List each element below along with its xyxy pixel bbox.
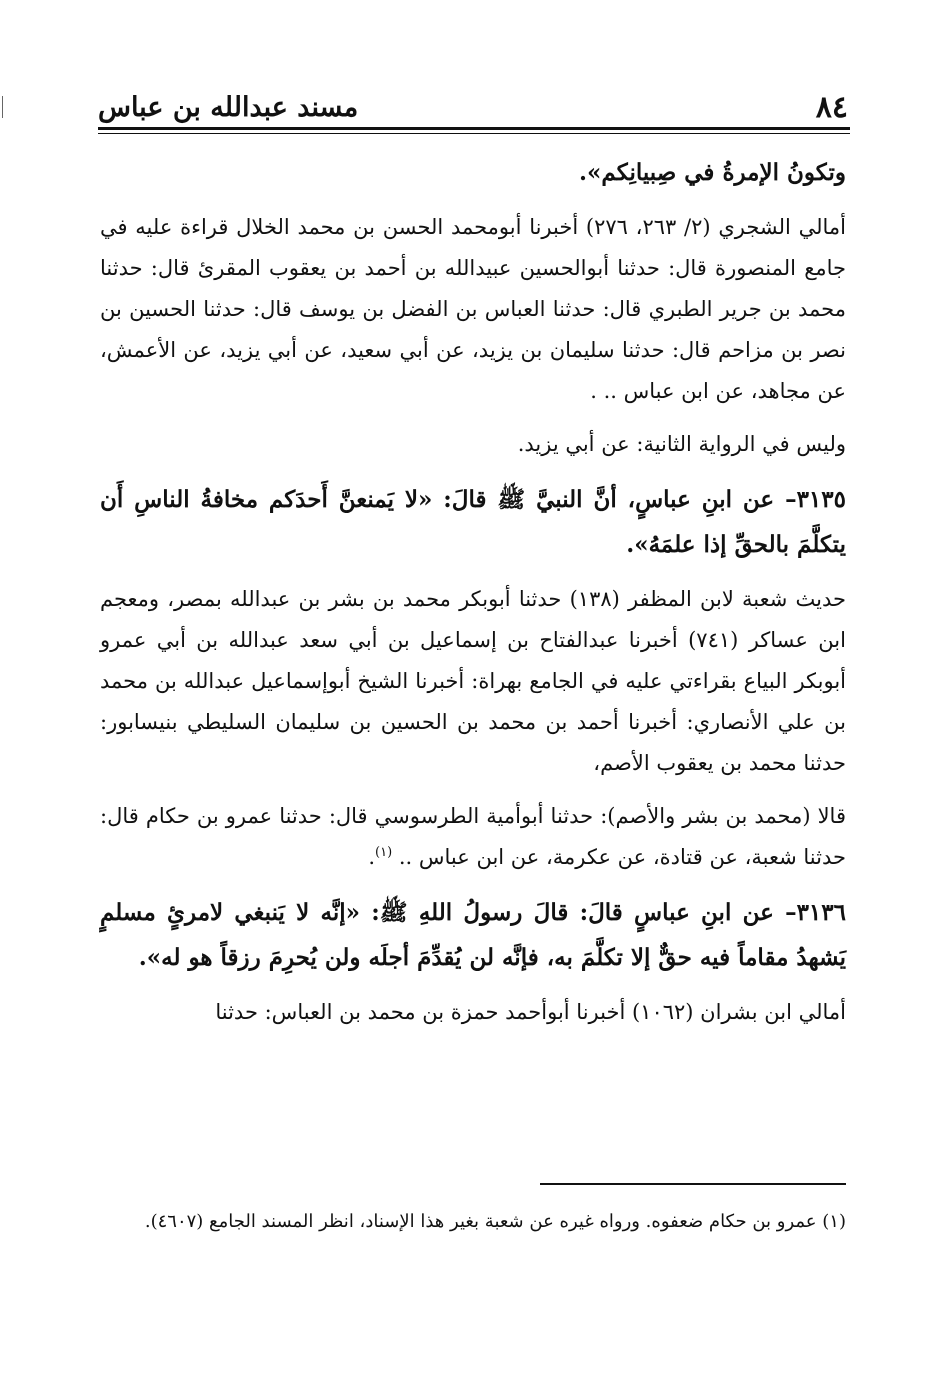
source-paragraph: أمالي الشجري (٢/ ٢٦٣، ٢٧٦) أخبرنا أبومحمد الحسن بن محمد الخلال قراءة عليه في جامع المنصورة قال: حدثنا أبوالحسين عبيدالله بن أحمد بن يعقوب المقرئ قال: حدثنا محمد بن جرير الطبري قال: حدثنا العباس بن الفضل بن يوسف قال: حدثنا الحسين بن نصر بن مزاحم قال: حدثنا سليمان بن يزيد، عن أبي سعيد، عن أبي يزيد، عن الأعمش، عن مجاهد، عن ابن عباس .. . [100, 215, 846, 403]
header-rule-thick [98, 127, 850, 130]
note-paragraph: وليس في الرواية الثانية: عن أبي يزيد. [517, 432, 846, 456]
hadith-3136-source: أمالي ابن بشران (١٠٦٢) أخبرنا أبوأحمد حمزة بن محمد بن العباس: حدثنا [215, 1000, 846, 1024]
page-body [100, 150, 846, 1045]
hadith-number: ٣١٣٦– [785, 899, 846, 926]
running-title: مسند عبدالله بن عباس [98, 92, 359, 123]
hadith-text: عن ابنِ عباسٍ، أنَّ النبيَّ ﷺ قالَ: «لا يَمنعنَّ أَحدَكم مخافةُ الناسِ أَن يتكلَّمَ بالحقِّ إذا علمَهُ». [100, 486, 846, 558]
page-number: ٨٤ [815, 90, 848, 125]
source-end: . [368, 845, 376, 869]
source-text: قالا (محمد بن بشر والأصم): حدثنا أبوأمية الطرسوسي قال: حدثنا عمرو بن حكام قال: حدثنا شعبة، عن قتادة، عن عكرمة، عن ابن عباس .. [100, 804, 846, 869]
hadith-number: ٣١٣٥– [785, 486, 846, 513]
hadith-3135-source-2 [100, 796, 846, 878]
footnote-separator [540, 1183, 846, 1185]
hadith-3136 [100, 890, 846, 980]
scan-margin-mark [2, 96, 3, 118]
footnotes [100, 1203, 846, 1240]
hadith-text: عن ابنِ عباسٍ قالَ: قالَ رسولُ اللهِ ﷺ: «إنَّه لا يَنبغي لامرئٍ مسلمٍ يَشهدُ مقاماً فيه حقٌّ إلا تكلَّمَ به، فإنَّه لن يُقدِّمَ أجلَه ولن يُحرِمَ رزقاً هو له». [100, 899, 846, 971]
footnote-ref: (١) [375, 845, 393, 860]
hadith-3135-source-1: حديث شعبة لابن المظفر (١٣٨) حدثنا أبوبكر محمد بن بشر بن عبدالله بمصر، ومعجم ابن عساكر (٧٤١) أخبرنا عبدالفتاح بن إسماعيل بن أبي سعد عبدالله بن أبي عمرو أبوبكر البياع بقراءتي عليه في الجامع بهراة: أخبرنا الشيخ أبوإسماعيل عبدالله بن محمد بن علي الأنصاري: أخبرنا أحمد بن محمد بن الحسين بن سليمان السليطي بنيسابور: حدثنا محمد بن يعقوب الأصم، [100, 587, 847, 775]
header-rule-thin [98, 133, 850, 134]
hadith-3135 [100, 477, 846, 567]
quote-continuation: وتكونُ الإمرةُ في صِبيانِكم». [579, 159, 846, 186]
footnote-1: (١) عمرو بن حكام ضعفوه. ورواه غيره عن شعبة بغير هذا الإسناد، انظر المسند الجامع (٤٦٠٧). [144, 1211, 846, 1232]
page-header [98, 88, 848, 126]
